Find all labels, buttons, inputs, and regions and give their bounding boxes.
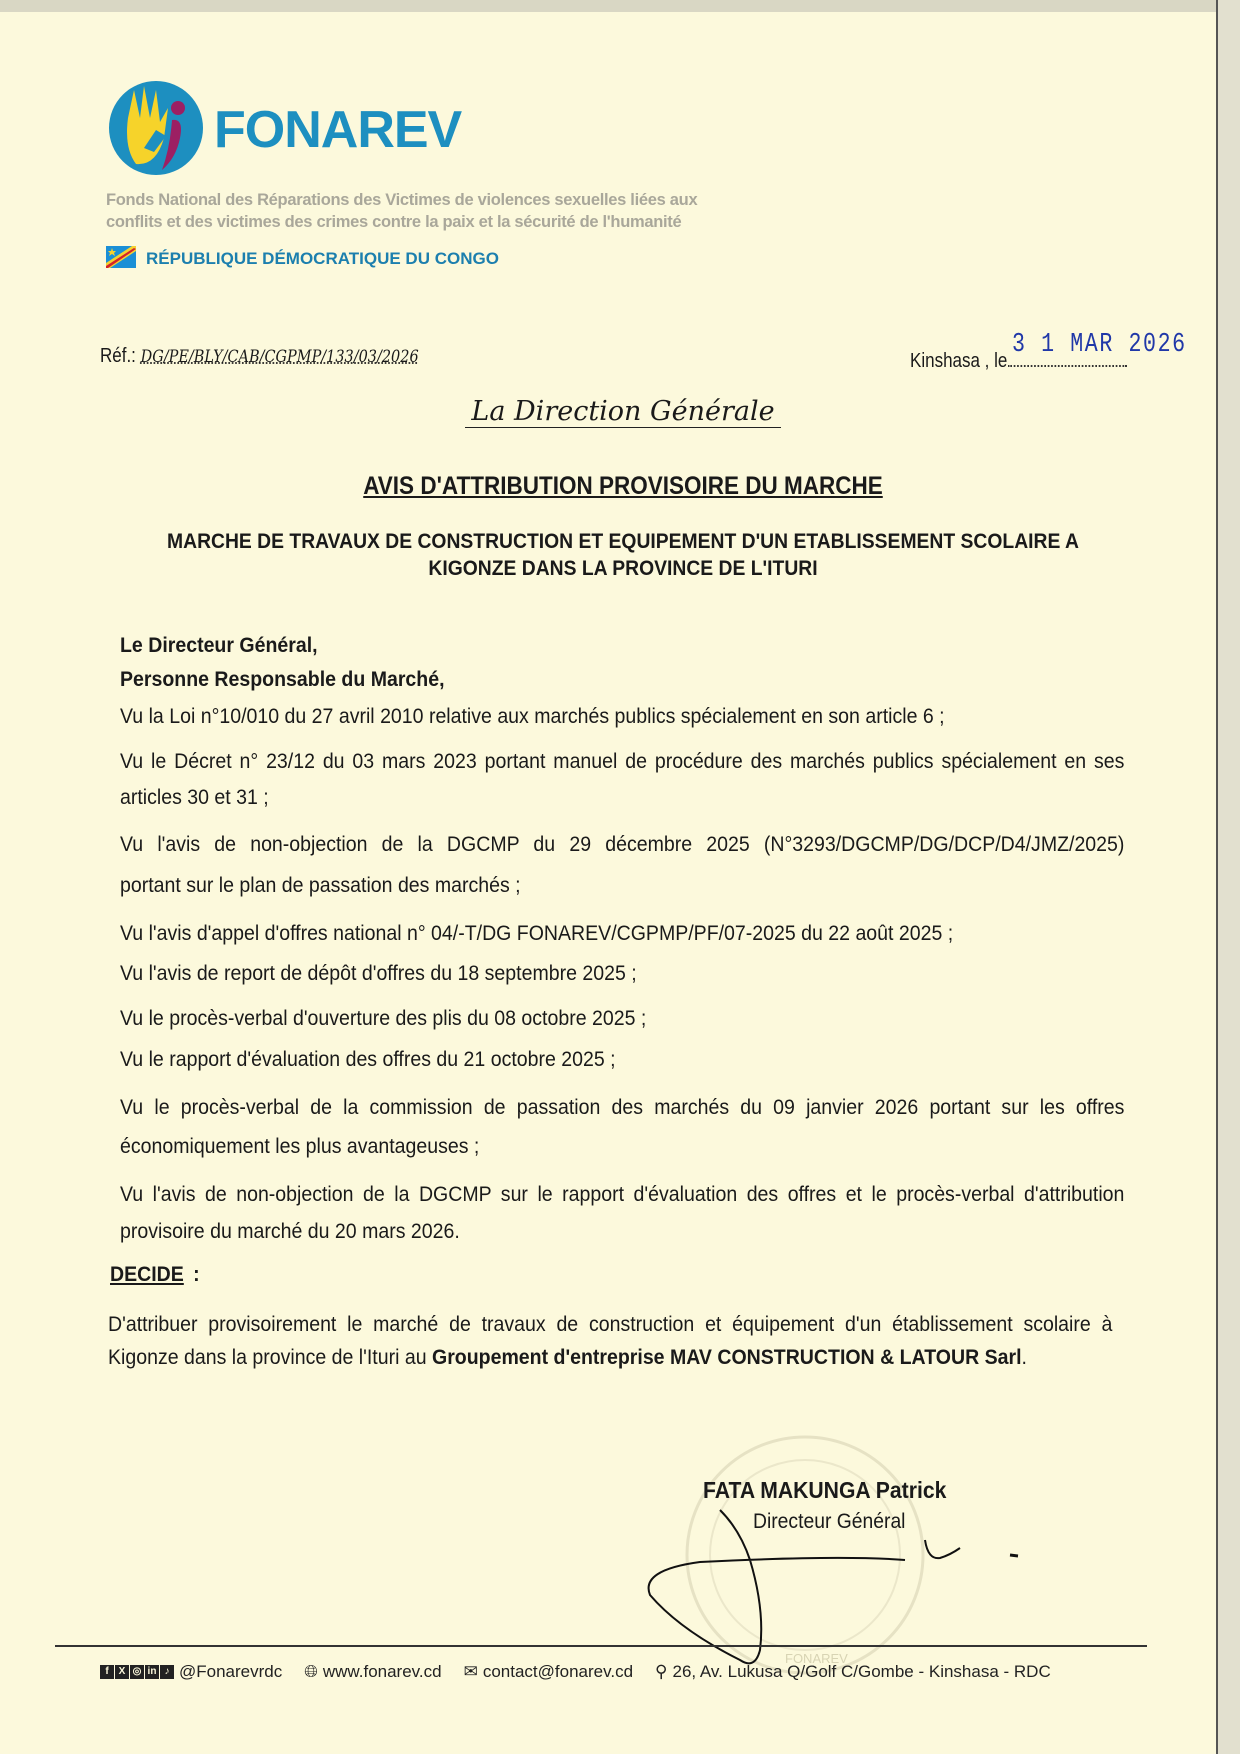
awardee-name: Groupement d'entreprise MAV CONSTRUCTION & LATOUR Sarl — [432, 1346, 1022, 1369]
body-line: Vu l'avis de non-objection de la DGCMP sur le rapport d'évaluation des offres et le procès-verbal d'attribution — [120, 1183, 1125, 1206]
decision-end: . — [1021, 1346, 1027, 1369]
reference-label: Réf.: — [100, 345, 136, 367]
market-title-line-2: KIGONZE DANS LA PROVINCE DE L'ITURI — [428, 557, 818, 580]
website-link[interactable]: www.fonarev.cd — [322, 1662, 442, 1681]
address-text: 26, Av. Lukusa Q/Golf C/Gombe - Kinshasa - RDC — [672, 1662, 1051, 1681]
handwritten-signature-icon — [640, 1500, 1040, 1680]
date-dotted-line — [1007, 365, 1126, 367]
drc-flag-icon — [106, 246, 136, 268]
decision-text: Kigonze dans la province de l'Ituri au — [108, 1346, 433, 1369]
body-line: portant sur le plan de passation des marchés ; — [120, 874, 521, 897]
reference — [100, 345, 419, 368]
org-fullname-line-2: conflits et des victimes des crimes contre la paix et la sécurité de l'humanité — [106, 213, 682, 231]
x-icon[interactable]: X — [115, 1665, 129, 1679]
decide-colon: : — [193, 1263, 200, 1286]
decision-line-2 — [108, 1346, 1043, 1370]
footer-divider — [55, 1645, 1147, 1647]
body-line: provisoire du marché du 20 mars 2026. — [120, 1220, 460, 1243]
instagram-icon[interactable]: ◎ — [130, 1665, 144, 1679]
body-line: Vu le rapport d'évaluation des offres du 21 octobre 2025 ; — [120, 1048, 616, 1071]
decide-label: DECIDE — [110, 1263, 184, 1286]
body-line: articles 30 et 31 ; — [120, 786, 269, 809]
address — [655, 1662, 1051, 1682]
body-line: économiquement les plus avantageuses ; — [120, 1135, 480, 1158]
signatory-name: FATA MAKUNGA Patrick — [703, 1477, 947, 1503]
facebook-icon[interactable]: f — [100, 1665, 114, 1679]
body-line: Vu le procès-verbal de la commission de passation des marchés du 09 janvier 2026 portant sur les offres — [120, 1096, 1125, 1119]
role-line-2: Personne Responsable du Marché, — [120, 668, 445, 691]
reference-value: DG/PE/BLY/CAB/CGPMP/133/03/2026 — [140, 347, 419, 367]
date-stamp: 3 1 MAR 2026 — [1012, 330, 1187, 360]
decide-heading — [110, 1263, 1045, 1287]
seal-text: FONAREV — [785, 1651, 848, 1666]
scan-edge-right — [1216, 0, 1240, 1754]
social-handle[interactable]: @Fonarevrdc — [179, 1662, 283, 1681]
footer — [100, 1662, 1051, 1682]
country-name: RÉPUBLIQUE DÉMOCRATIQUE DU CONGO — [146, 249, 499, 268]
linkedin-icon[interactable]: in — [145, 1665, 159, 1679]
role-line-1: Le Directeur Général, — [120, 634, 318, 657]
document-title: AVIS D'ATTRIBUTION PROVISOIRE DU MARCHE — [363, 472, 883, 500]
org-fullname-line-1: Fonds National des Réparations des Victimes de violences sexuelles liées aux — [106, 191, 698, 209]
envelope-icon: ✉︎ — [463, 1662, 478, 1681]
email — [464, 1662, 633, 1682]
brand-name: FONAREV — [214, 101, 462, 159]
place-label: Kinshasa , le — [910, 350, 1008, 372]
signatory-title: Directeur Général — [753, 1510, 906, 1533]
body-line: Vu le Décret n° 23/12 du 03 mars 2023 portant manuel de procédure des marchés publics spécialement en ses — [120, 750, 1125, 773]
body-line: Vu la Loi n°10/010 du 27 avril 2010 relative aux marchés publics spécialement en son article 6 ; — [120, 705, 945, 728]
fonarev-logo-icon — [106, 78, 206, 178]
body-line: Vu l'avis d'appel d'offres national n° 04/-T/DG FONAREV/CGPMP/PF/07-2025 du 22 août 2025 ; — [120, 922, 954, 945]
social-icons — [100, 1665, 174, 1679]
market-title-line-1: MARCHE DE TRAVAUX DE CONSTRUCTION ET EQUIPEMENT D'UN ETABLISSEMENT SCOLAIRE A — [167, 530, 1079, 553]
website — [304, 1662, 441, 1682]
globe-icon: 🌐︎ — [304, 1662, 318, 1681]
email-link[interactable]: contact@fonarev.cd — [482, 1662, 634, 1681]
scan-edge-top — [0, 0, 1240, 12]
issuer — [0, 396, 1240, 427]
decision-line-1: D'attribuer provisoirement le marché de travaux de construction et équipement d'un établissement scolaire à — [108, 1313, 1113, 1336]
location-pin-icon: ⚲ — [655, 1662, 668, 1681]
body-line: Vu le procès-verbal d'ouverture des plis du 08 octobre 2025 ; — [120, 1007, 647, 1030]
issuer-text: La Direction Générale — [465, 396, 780, 428]
body-line: Vu l'avis de non-objection de la DGCMP du 29 décembre 2025 (N°3293/DGCMP/DG/DCP/D4/JMZ/2025) — [120, 833, 1125, 856]
tiktok-icon[interactable]: ♪ — [160, 1665, 174, 1679]
body-line: Vu l'avis de report de dépôt d'offres du 18 septembre 2025 ; — [120, 962, 637, 985]
social-links — [100, 1662, 282, 1682]
